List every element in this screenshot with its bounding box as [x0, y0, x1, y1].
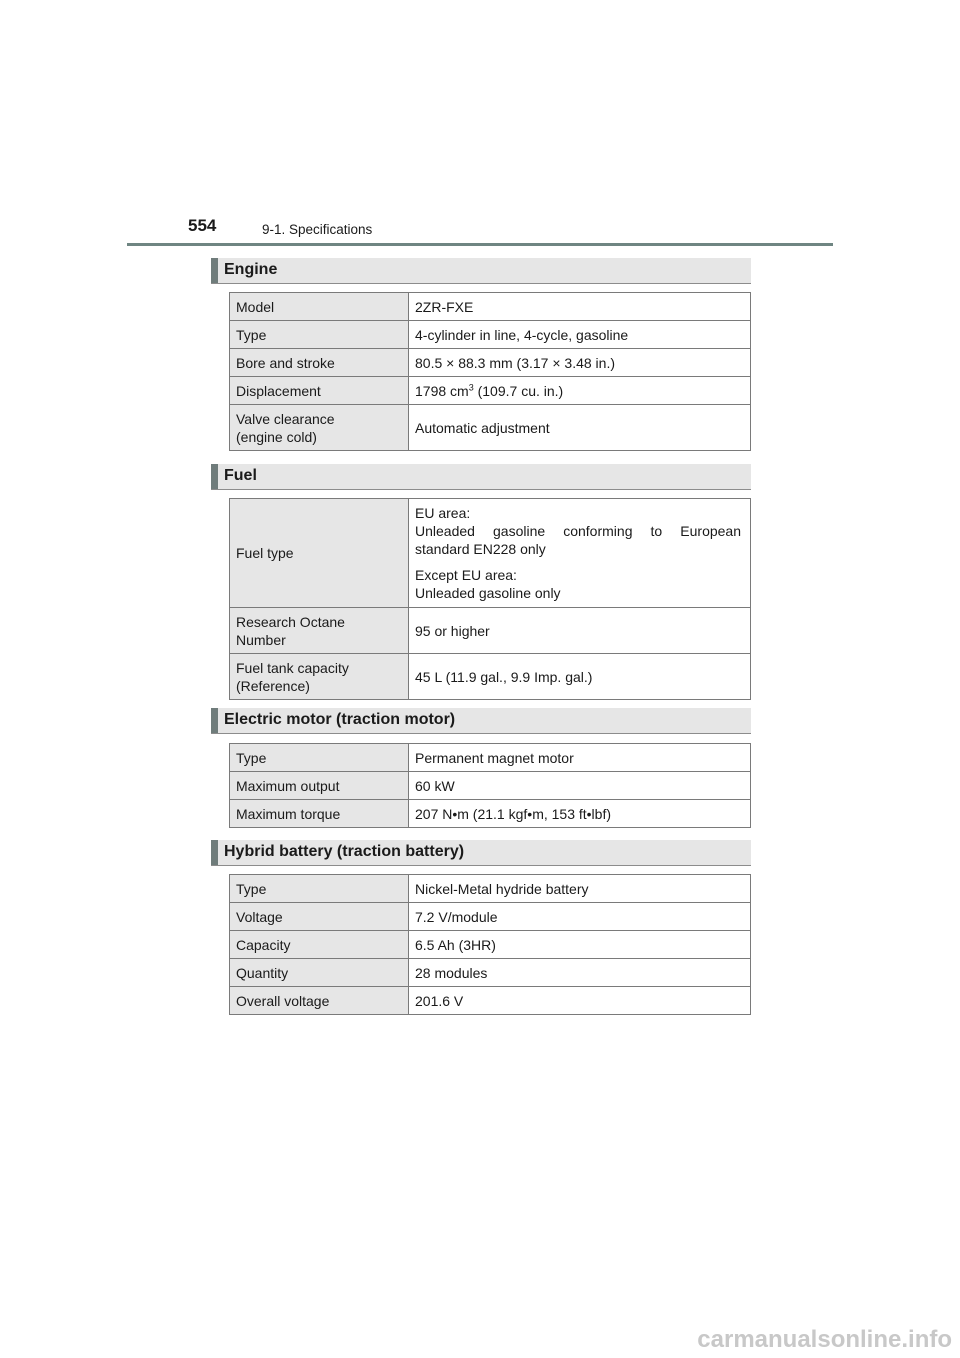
spec-label: Voltage: [230, 903, 409, 931]
spec-label: Fuel type: [230, 499, 409, 608]
page-number: 554: [188, 216, 217, 235]
superscript-3: 3: [468, 381, 474, 392]
spec-label: Quantity: [230, 959, 409, 987]
label-line: Research Octane: [236, 613, 345, 630]
table-row: [230, 875, 751, 903]
eu-area-heading: EU area:: [415, 505, 471, 521]
header-divider: [127, 243, 833, 246]
heading-accent-bar: [211, 464, 218, 489]
spec-value: 201.6 V: [409, 987, 751, 1015]
table-row: [230, 321, 751, 349]
engine-section-heading: [211, 258, 751, 284]
spec-label: Bore and stroke: [230, 349, 409, 377]
displacement-value: 1798 cm: [415, 382, 469, 399]
spec-value: Automatic adjustment: [409, 405, 751, 451]
section-reference: 9-1. Specifications: [262, 222, 373, 237]
battery-section-title: Hybrid battery (traction battery): [224, 843, 465, 860]
table-row: [230, 931, 751, 959]
table-row: [230, 903, 751, 931]
label-line: Valve clearance: [236, 410, 335, 427]
spec-value: 60 kW: [409, 772, 751, 800]
spec-value: 4-cylinder in line, 4-cycle, gasoline: [409, 321, 751, 349]
spec-value: 28 modules: [409, 959, 751, 987]
motor-section-title: Electric motor (traction motor): [224, 711, 456, 728]
spec-value: 2ZR-FXE: [409, 293, 751, 321]
table-row: [230, 499, 751, 608]
spec-value: [409, 499, 751, 608]
heading-accent-bar: [211, 840, 218, 865]
spec-label: Maximum output: [230, 772, 409, 800]
table-row: [230, 293, 751, 321]
battery-section-heading: [211, 840, 751, 866]
heading-accent-bar: [211, 258, 218, 283]
table-row: [230, 800, 751, 828]
spec-value: 95 or higher: [409, 608, 751, 654]
spec-label: Model: [230, 293, 409, 321]
table-row: [230, 349, 751, 377]
spec-value: Nickel-Metal hydride battery: [409, 875, 751, 903]
table-row: [230, 608, 751, 654]
non-eu-area-text: Unleaded gasoline only: [415, 585, 561, 601]
spec-value: Permanent magnet motor: [409, 744, 751, 772]
engine-section-title: Engine: [224, 261, 278, 278]
spec-value: 7.2 V/module: [409, 903, 751, 931]
spec-value: 80.5 × 88.3 mm (3.17 × 3.48 in.): [409, 349, 751, 377]
spec-value: 207 N•m (21.1 kgf•m, 153 ft•lbf): [409, 800, 751, 828]
spec-label: [230, 405, 409, 451]
site-watermark: carmanualsonline.info: [697, 1326, 952, 1353]
displacement-value-cubic-inches: (109.7 cu. in.): [473, 382, 564, 399]
fuel-non-eu-paragraph: [415, 566, 741, 602]
spec-value: [409, 377, 751, 405]
label-line: Number: [236, 631, 286, 648]
motor-section-heading: [211, 708, 751, 734]
spec-value: 6.5 Ah (3HR): [409, 931, 751, 959]
fuel-spec-table: [229, 498, 751, 700]
motor-spec-table: [229, 743, 751, 828]
spec-label: Overall voltage: [230, 987, 409, 1015]
label-line: (Reference): [236, 677, 310, 694]
table-row: [230, 377, 751, 405]
spec-label: Displacement: [230, 377, 409, 405]
spec-label: Type: [230, 875, 409, 903]
table-row: [230, 405, 751, 451]
table-row: [230, 959, 751, 987]
engine-spec-table: [229, 292, 751, 451]
fuel-eu-paragraph: [415, 504, 741, 558]
spec-label: Maximum torque: [230, 800, 409, 828]
spec-value: 45 L (11.9 gal., 9.9 Imp. gal.): [409, 654, 751, 700]
fuel-section-title: Fuel: [224, 467, 257, 484]
eu-area-text: Unleaded gasoline conforming to European standard EN228 only: [415, 523, 741, 557]
spec-label: Capacity: [230, 931, 409, 959]
spec-label: [230, 608, 409, 654]
label-line: Fuel tank capacity: [236, 659, 349, 676]
label-line: (engine cold): [236, 428, 317, 445]
spec-label: Type: [230, 744, 409, 772]
table-row: [230, 772, 751, 800]
table-row: [230, 654, 751, 700]
spec-label: [230, 654, 409, 700]
table-row: [230, 744, 751, 772]
spec-label: Type: [230, 321, 409, 349]
fuel-section-heading: [211, 464, 751, 490]
non-eu-area-heading: Except EU area:: [415, 567, 517, 583]
table-row: [230, 987, 751, 1015]
battery-spec-table: [229, 874, 751, 1015]
heading-accent-bar: [211, 708, 218, 733]
